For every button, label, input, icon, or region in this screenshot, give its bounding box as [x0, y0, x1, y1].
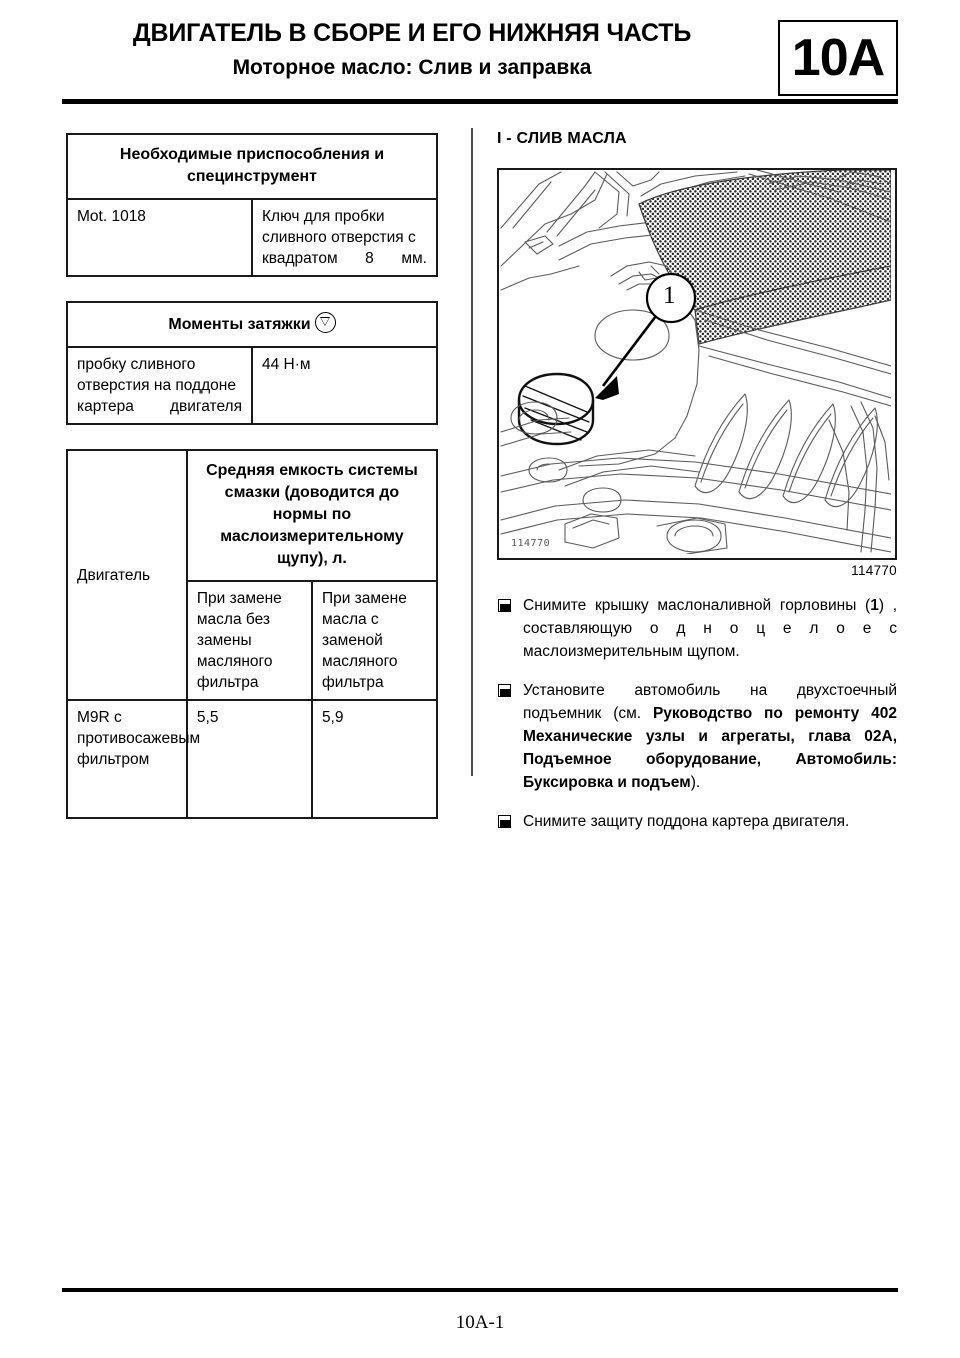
torque-table-title-cell — [67, 302, 437, 347]
step-text-plain-start: Установите автомобиль на двухстоечный подъемник (см. — [523, 682, 897, 722]
table-row — [67, 700, 437, 818]
footer-divider-rule — [62, 1288, 898, 1292]
page-number: 10A-1 — [455, 1312, 505, 1333]
page-subtitle: Моторное масло: Слив и заправка — [232, 56, 592, 79]
header-divider-rule — [62, 99, 898, 104]
table-row — [67, 199, 437, 276]
right-column — [497, 130, 897, 849]
table-row — [67, 302, 437, 347]
chapter-code-box — [778, 20, 898, 96]
torque-value: 44 Н·м — [252, 347, 437, 424]
table-row — [67, 347, 437, 424]
list-item — [497, 810, 897, 833]
engine-bay-line-drawing — [499, 170, 891, 554]
header-title-group — [62, 18, 762, 82]
checkbox-bullet-icon — [498, 599, 511, 612]
capacity-value-without-filter: 5,5 — [187, 700, 312, 818]
tool-code: Mot. 1018 — [67, 199, 252, 276]
step-text-plain-end: ). — [690, 774, 701, 791]
checkbox-bullet-icon — [498, 815, 511, 828]
callout-circle — [647, 274, 695, 322]
tool-description: Ключ для пробки сливного отверстия с квадратом 8 мм. — [252, 199, 437, 276]
capacity-engine-header: Двигатель — [67, 450, 187, 700]
table-row — [67, 134, 437, 199]
procedure-steps-list — [497, 594, 897, 833]
step-text-before: Снимите крышку маслоналивной горловины ( — [523, 597, 871, 614]
list-item — [497, 594, 897, 663]
engine-bay-illustration — [497, 168, 897, 560]
capacity-subheader-with-filter: При замене масла с заменой масляного фильтра — [312, 581, 437, 700]
table-row — [67, 450, 437, 581]
torque-item: пробку сливного отверстия на поддоне картера двигателя — [67, 347, 252, 424]
capacity-table — [66, 449, 438, 819]
tools-table — [66, 133, 438, 277]
column-divider — [471, 128, 473, 776]
torque-wrench-icon — [315, 312, 336, 333]
left-column — [66, 133, 438, 819]
figure-inner-id: 114770 — [511, 538, 551, 549]
torque-table-title: Моменты затяжки — [168, 316, 311, 333]
step-reference-number: 1 — [870, 597, 879, 614]
figure-caption: 114770 — [851, 563, 897, 578]
chapter-code: 10A — [791, 29, 885, 87]
step-text-reference-bold: Руководство по ремонту 402 Механические узлы и агрегаты, глава 02А, Подъемное оборудование, Автомобиль: Буксировка и подъем — [523, 705, 898, 791]
list-item — [497, 679, 897, 794]
spacer — [66, 277, 438, 301]
capacity-main-header: Средняя емкость системы смазки (доводится до нормы по маслоизмерительному щупу), л. — [187, 450, 437, 581]
callout-number-1: 1 — [663, 282, 676, 309]
capacity-subheader-without-filter: При замене масла без замены масляного фильтра — [187, 581, 312, 700]
capacity-value-with-filter: 5,9 — [312, 700, 437, 818]
step-text: Снимите защиту поддона картера двигателя. — [523, 813, 850, 830]
step-text-after: ) , составляющую о д н о ц е л о е с маслоизмерительным щупом. — [523, 597, 897, 660]
page-title: ДВИГАТЕЛЬ В СБОРЕ И ЕГО НИЖНЯЯ ЧАСТЬ — [132, 19, 692, 47]
page-header — [62, 18, 898, 94]
tools-table-title: Необходимые приспособления и специнструмент — [67, 134, 437, 199]
capacity-engine-name: M9R с противосажевым фильтром — [67, 700, 187, 818]
spacer — [66, 425, 438, 449]
torque-table — [66, 301, 438, 425]
callout-leader — [603, 312, 659, 386]
checkbox-bullet-icon — [498, 684, 511, 697]
section-heading: I - СЛИВ МАСЛА — [497, 130, 627, 147]
